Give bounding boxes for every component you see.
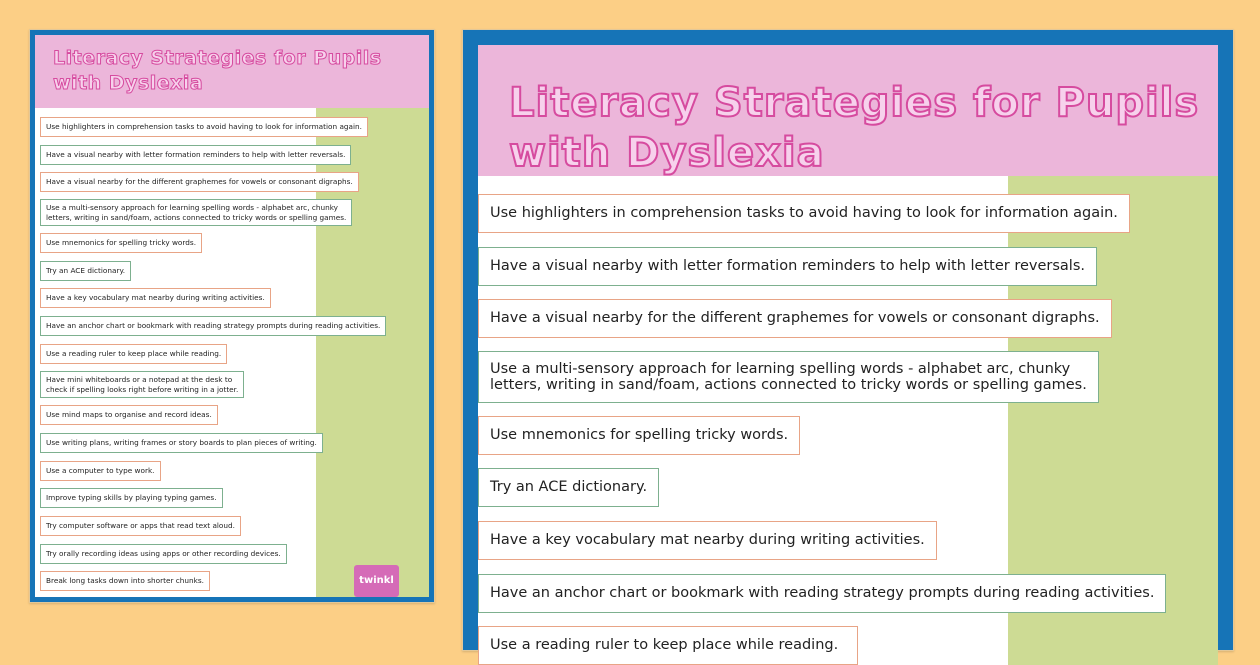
strategy-item: Have a key vocabulary mat nearby during writing activities. [40,288,271,308]
poster-body [478,45,1218,665]
poster-title: Literacy Strategies for Pupils with Dyslexia [53,47,382,94]
poster-header [478,45,1218,176]
strategy-item: Use a reading ruler to keep place while reading. [478,626,858,665]
strategy-item: Break long tasks down into shorter chunks. [40,571,210,591]
strategy-item: Have a visual nearby for the different graphemes for vowels or consonant digraphs. [40,172,359,192]
strategy-item: Try orally recording ideas using apps or other recording devices. [40,544,287,564]
strategy-item: Use mnemonics for spelling tricky words. [478,416,800,455]
strategy-item: Use a multi-sensory approach for learning spelling words - alphabet arc, chunky letters, writing in sand/foam, actions connected to tricky words or spelling games. [40,199,352,226]
strategy-item: Use mind maps to organise and record ideas. [40,405,218,425]
strategy-item: Have mini whiteboards or a notepad at the desk to check if spelling looks right before writing in a jotter. [40,371,244,398]
strategy-item: Use highlighters in comprehension tasks to avoid having to look for information again. [40,117,368,137]
strategy-item: Use mnemonics for spelling tricky words. [40,233,202,253]
poster-header [35,35,429,108]
strategy-item: Have an anchor chart or bookmark with reading strategy prompts during reading activities. [478,574,1166,613]
strategy-item: Improve typing skills by playing typing games. [40,488,223,508]
strategy-item: Have an anchor chart or bookmark with reading strategy prompts during reading activities. [40,316,386,336]
poster-enlarged [462,29,1234,651]
strategy-item: Have a key vocabulary mat nearby during writing activities. [478,521,937,560]
strategy-item: Have a visual nearby for the different graphemes for vowels or consonant digraphs. [478,299,1112,338]
strategy-item: Use a computer to type work. [40,461,161,481]
poster-title: Literacy Strategies for Pupils with Dyslexia [509,80,1200,176]
strategy-item: Use a multi-sensory approach for learning spelling words - alphabet arc, chunky letters, writing in sand/foam, actions connected to tricky words or spelling games. [478,351,1099,403]
strategy-item: Try an ACE dictionary. [478,468,659,507]
poster-body [35,35,429,597]
strategy-item: Have a visual nearby with letter formation reminders to help with letter reversals. [40,145,351,165]
poster-thumbnail [29,29,435,603]
strategy-item: Use a reading ruler to keep place while reading. [40,344,227,364]
strategy-item: Try an ACE dictionary. [40,261,131,281]
twinkl-logo: twinkl [354,565,399,597]
strategy-item: Have a visual nearby with letter formation reminders to help with letter reversals. [478,247,1097,286]
strategy-item: Try computer software or apps that read text aloud. [40,516,241,536]
strategy-item: Use writing plans, writing frames or story boards to plan pieces of writing. [40,433,323,453]
strategy-item: Use highlighters in comprehension tasks to avoid having to look for information again. [478,194,1130,233]
